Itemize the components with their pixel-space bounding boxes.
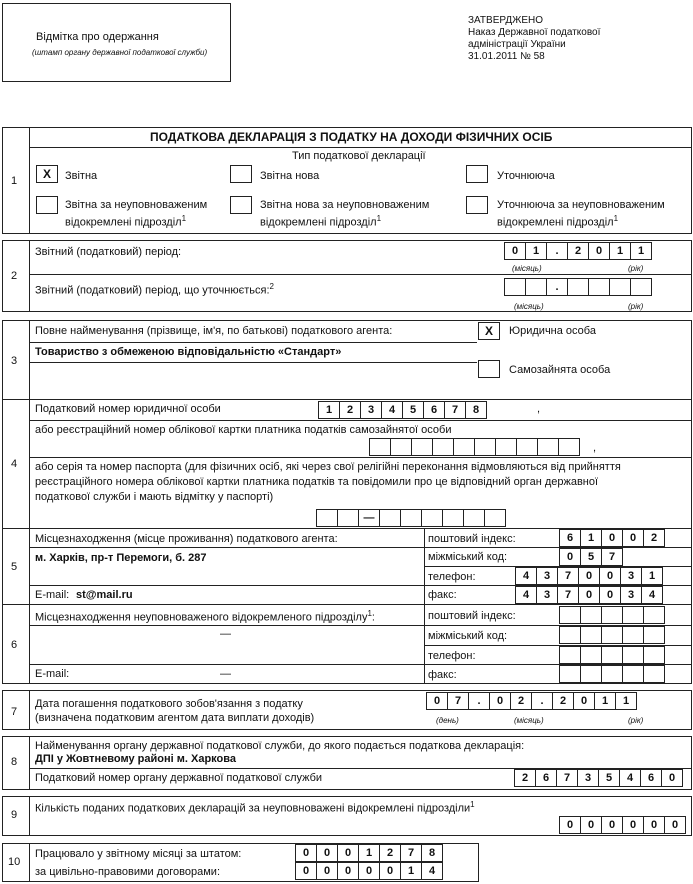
approved-line2: адміністрації України	[468, 39, 566, 50]
passport-label: або серія та номер паспорта (для фізичних осіб, які через свої релігійні переконання відмовляються від прийняття реєстраційного номера облікової картки платника податків та повідомили про це відповідний орган державної податкової служби і мають відмітку у паспорті)	[35, 461, 621, 503]
section-4-number: 4	[11, 458, 18, 470]
tax-code-digits: 1 2 3 4 5 6 7 8	[318, 401, 487, 419]
agent-intercity-digits: 0 5 7	[559, 548, 623, 566]
unit-declarations-digits: 0 0 0 0 0 0	[559, 816, 686, 834]
legal-entity-checkbox[interactable]: X	[478, 322, 500, 340]
registration-comma: ,	[593, 442, 597, 454]
unit-fax-label: факс:	[428, 669, 457, 681]
type-unauth-reporting-label: Звітна за неуповноваженим відокремлені підрозділ$^1$	[65, 199, 208, 229]
payment-month-caption: (місяць)	[514, 716, 544, 725]
self-employed-checkbox[interactable]	[478, 360, 500, 378]
payment-date-digits: 0 7 . 0 2 . 2 0 1 1	[426, 692, 637, 710]
agent-phone-digits: 4 3 7 0 0 3 1	[515, 567, 663, 585]
period-fix-digits[interactable]: .	[504, 278, 652, 296]
declaration-type-label: Тип податкової декларації	[292, 150, 426, 162]
section-5-number: 5	[11, 561, 18, 573]
approved-line1: Наказ Державної податкової	[468, 27, 601, 38]
registration-label: або реєстраційний номер облікової картки платника податків самозайнятої особи	[35, 424, 452, 436]
unit-intercity-digits[interactable]	[559, 626, 665, 644]
type-reporting-label: Звітна	[65, 170, 98, 182]
period-digits: 0 1 . 2 0 1 1	[504, 242, 652, 260]
type-unauth-clarifying-label: Уточнююча за неуповноваженим відокремлені підрозділ$^1$	[497, 199, 665, 229]
stamp-note: (штамп органу державної податкової служби)	[32, 48, 208, 57]
staff-digits: 0 0 0 1 2 7 8	[295, 844, 443, 862]
period-fix-month-caption: (місяць)	[514, 302, 544, 311]
section-7-number: 7	[11, 706, 18, 718]
legal-entity-label: Юридична особа	[509, 325, 596, 337]
unit-address-dash: —	[220, 628, 231, 640]
agent-fax-label: факс:	[428, 589, 457, 601]
period-label: Звітний (податковий) період:	[35, 246, 182, 258]
type-clarifying-checkbox[interactable]	[466, 165, 488, 183]
section-9-number: 9	[11, 809, 18, 821]
type-clarifying-label: Уточнююча	[497, 170, 555, 182]
payment-year-caption: (рік)	[628, 716, 644, 725]
unit-intercity-label: міжміський код:	[428, 630, 508, 642]
unit-email-dash: —	[220, 668, 231, 680]
approved-title: ЗАТВЕРДЖЕНО	[468, 15, 544, 26]
civil-label: за цивільно-правовими договорами:	[35, 866, 220, 878]
section-3-number: 3	[11, 355, 18, 367]
declaration-title: ПОДАТКОВА ДЕКЛАРАЦІЯ З ПОДАТКУ НА ДОХОДИ ФІЗИЧНИХ ОСІБ	[150, 130, 553, 144]
tax-office-code-label: Податковий номер органу державної податкової служби	[35, 772, 323, 784]
period-month-caption: (місяць)	[512, 264, 542, 273]
unit-fax-digits[interactable]	[559, 665, 665, 683]
agent-phone-label: телефон:	[428, 571, 476, 583]
payment-date-label: Дата погашення податкового зобов'язання з податку (визначена податковим агентом дата виплати доходів)	[35, 698, 315, 724]
agent-name-label: Повне найменування (прізвище, ім'я, по батькові) податкового агента:	[35, 325, 393, 337]
agent-email-label: E-mail:	[35, 589, 70, 601]
tax-code-comma: ,	[537, 403, 541, 415]
self-employed-label: Самозайнята особа	[509, 364, 611, 376]
agent-name-value: Товариство з обмеженою відповідальністю «Стандарт»	[35, 346, 342, 358]
agent-intercity-label: міжміський код:	[428, 551, 508, 563]
tax-office-value: ДПІ у Жовтневому районі м. Харкова	[35, 753, 236, 765]
agent-address-label: Місцезнаходження (місце проживання) податкового агента:	[35, 533, 338, 545]
agent-address-value: м. Харків, пр-т Перемоги, б. 287	[35, 552, 207, 564]
type-unauth-reporting-checkbox[interactable]	[36, 196, 58, 214]
agent-postal-label: поштовий індекс:	[428, 533, 516, 545]
unit-postal-label: поштовий індекс:	[428, 610, 516, 622]
type-reporting-new-checkbox[interactable]	[230, 165, 252, 183]
staff-label: Працювало у звітному місяці за штатом:	[35, 848, 242, 860]
agent-email-value: st@mail.ru	[76, 589, 133, 601]
type-unauth-new-checkbox[interactable]	[230, 196, 252, 214]
type-reporting-new-label: Звітна нова	[260, 170, 320, 182]
agent-postal-digits: 6 1 0 0 2	[559, 529, 665, 547]
approved-line3: 31.01.2011 № 58	[468, 51, 545, 62]
unit-postal-digits[interactable]	[559, 606, 665, 624]
passport-digits[interactable]: —	[316, 509, 506, 527]
period-year-caption: (рік)	[628, 264, 644, 273]
unit-address-label: Місцезнаходження неуповноваженого відокремленого підрозділу$^1$:	[35, 609, 375, 624]
period-fix-year-caption: (рік)	[628, 302, 644, 311]
period-fix-label: Звітний (податковий) період, що уточнюється:$^2$	[35, 282, 274, 297]
civil-digits: 0 0 0 0 0 1 4	[295, 862, 443, 880]
type-reporting-checkbox[interactable]: X	[36, 165, 58, 183]
section-2-number: 2	[11, 270, 18, 282]
tax-office-label: Найменування органу державної податкової служби, до якого подається податкова декларація:	[35, 740, 525, 752]
unit-declarations-label: Кількість поданих податкових декларацій за неуповноважені відокремлені підрозділи$^1$	[35, 800, 475, 815]
section-1-number: 1	[11, 175, 18, 187]
tax-office-code-digits: 2 6 7 3 5 4 6 0	[514, 769, 683, 787]
section-6-number: 6	[11, 639, 18, 651]
type-unauth-clarifying-checkbox[interactable]	[466, 196, 488, 214]
stamp-box	[2, 3, 231, 82]
unit-email-label: E-mail:	[35, 668, 70, 680]
tax-code-label: Податковий номер юридичної особи	[35, 403, 221, 415]
section-8-number: 8	[11, 756, 18, 768]
registration-digits[interactable]	[369, 438, 580, 456]
payment-day-caption: (день)	[436, 716, 459, 725]
approved-block	[468, 15, 600, 63]
agent-fax-digits: 4 3 7 0 0 3 4	[515, 586, 663, 604]
stamp-title: Відмітка про одержання	[36, 31, 159, 43]
section-10-number: 10	[8, 856, 21, 868]
unit-phone-label: телефон:	[428, 650, 476, 662]
unit-phone-digits[interactable]	[559, 646, 665, 664]
type-unauth-new-label: Звітна нова за неуповноваженим відокремлені підрозділ$^1$	[260, 199, 430, 229]
